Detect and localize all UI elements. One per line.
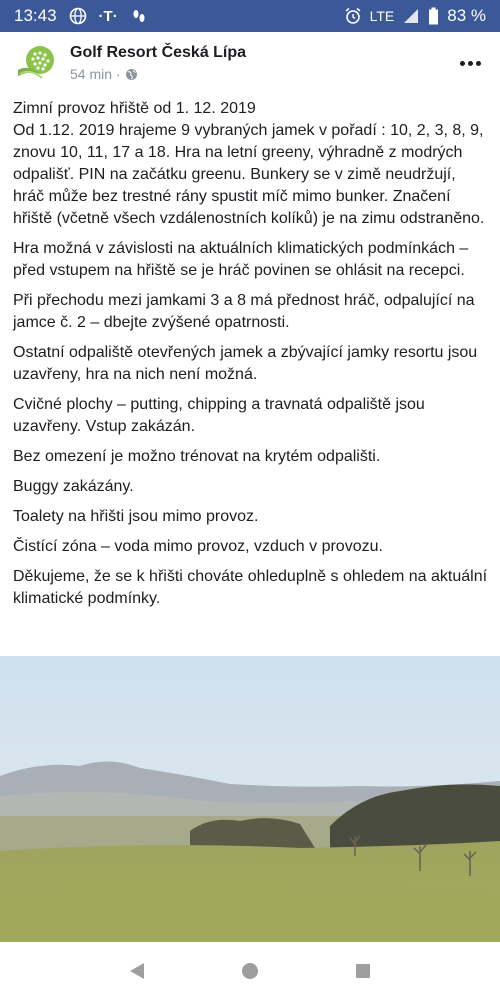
clock: 13:43 [14, 6, 57, 25]
post-time[interactable]: 54 min [70, 66, 113, 82]
post-paragraph: Čistící zóna – voda mimo provoz, vzduch v provozu. [13, 538, 383, 555]
recents-icon [352, 960, 374, 982]
post-paragraph: Bez omezení je možno trénovat na krytém odpališti. [13, 448, 381, 465]
post-paragraph: Toalety na hřišti jsou mimo provoz. [13, 508, 259, 525]
status-bar [0, 0, 500, 32]
meta-separator: · [116, 66, 121, 82]
post-paragraph: Zimní provoz hřiště od 1. 12. 2019 Od 1.12. 2019 hrajeme 9 vybraných jamek v pořadí : 10, 2, 3, 8, 9, znovu 10, 11, 17 a 18. Hra na letní greeny, výhradně z modrých odpališť. PIN na začátku greenu. Bunkery se v zimě neudržují, hráč může bez trestné rány spustit míč mimo bunker. Značení hřiště (včetně všech vzdálenostních kolíků) je na zimu odstraněno. [13, 100, 485, 227]
avatar[interactable] [14, 40, 60, 86]
post-text [13, 98, 491, 618]
landscape-photo [0, 656, 500, 942]
post-paragraph: Při přechodu mezi jamkami 3 a 8 má přednost hráč, odpalující na jamce č. 2 – dbejte zvýšené opatrnosti. [13, 292, 475, 331]
more-dot-icon [468, 61, 473, 66]
network-type: LTE [369, 8, 395, 24]
globe-icon [125, 68, 138, 81]
alarm-icon [344, 7, 362, 25]
post-paragraph: Cvičné plochy – putting, chipping a travnatá odpaliště jsou uzavřeny. Vstup zakázán. [13, 396, 425, 435]
back-button[interactable] [117, 951, 157, 991]
post-paragraph: Buggy zakázány. [13, 478, 134, 495]
more-options-button[interactable] [454, 47, 486, 79]
footprints-icon [130, 7, 148, 25]
post-paragraph: Děkujeme, že se k hřišti chováte ohleduplně s ohledem na aktuální klimatické podmínky. [13, 568, 488, 607]
post-paragraph: Ostatní odpaliště otevřených jamek a zbývající jamky resortu jsou uzavřeny, hra na nich není možná. [13, 344, 478, 383]
page-name[interactable]: Golf Resort Česká Lípa [70, 44, 247, 61]
header-text [70, 44, 246, 82]
home-button[interactable] [230, 951, 270, 991]
golf-ball-logo-icon [14, 40, 60, 86]
home-icon [239, 960, 261, 982]
recents-button[interactable] [343, 951, 383, 991]
globe-icon [69, 7, 87, 25]
navigation-bar [0, 942, 500, 1000]
battery-icon [428, 7, 439, 25]
post-header [0, 32, 500, 94]
battery-level: 83 % [447, 6, 486, 25]
signal-icon [402, 7, 420, 25]
back-icon [126, 960, 148, 982]
more-dot-icon [476, 61, 481, 66]
more-dot-icon [460, 61, 465, 66]
post-photo[interactable] [0, 656, 500, 942]
post-meta [70, 66, 246, 82]
t-mobile-icon: ·T· [98, 7, 118, 25]
post-paragraph: Hra možná v závislosti na aktuálních klimatických podmínkách – před vstupem na hřiště se je hráč povinen se ohlásit na recepci. [13, 240, 469, 279]
